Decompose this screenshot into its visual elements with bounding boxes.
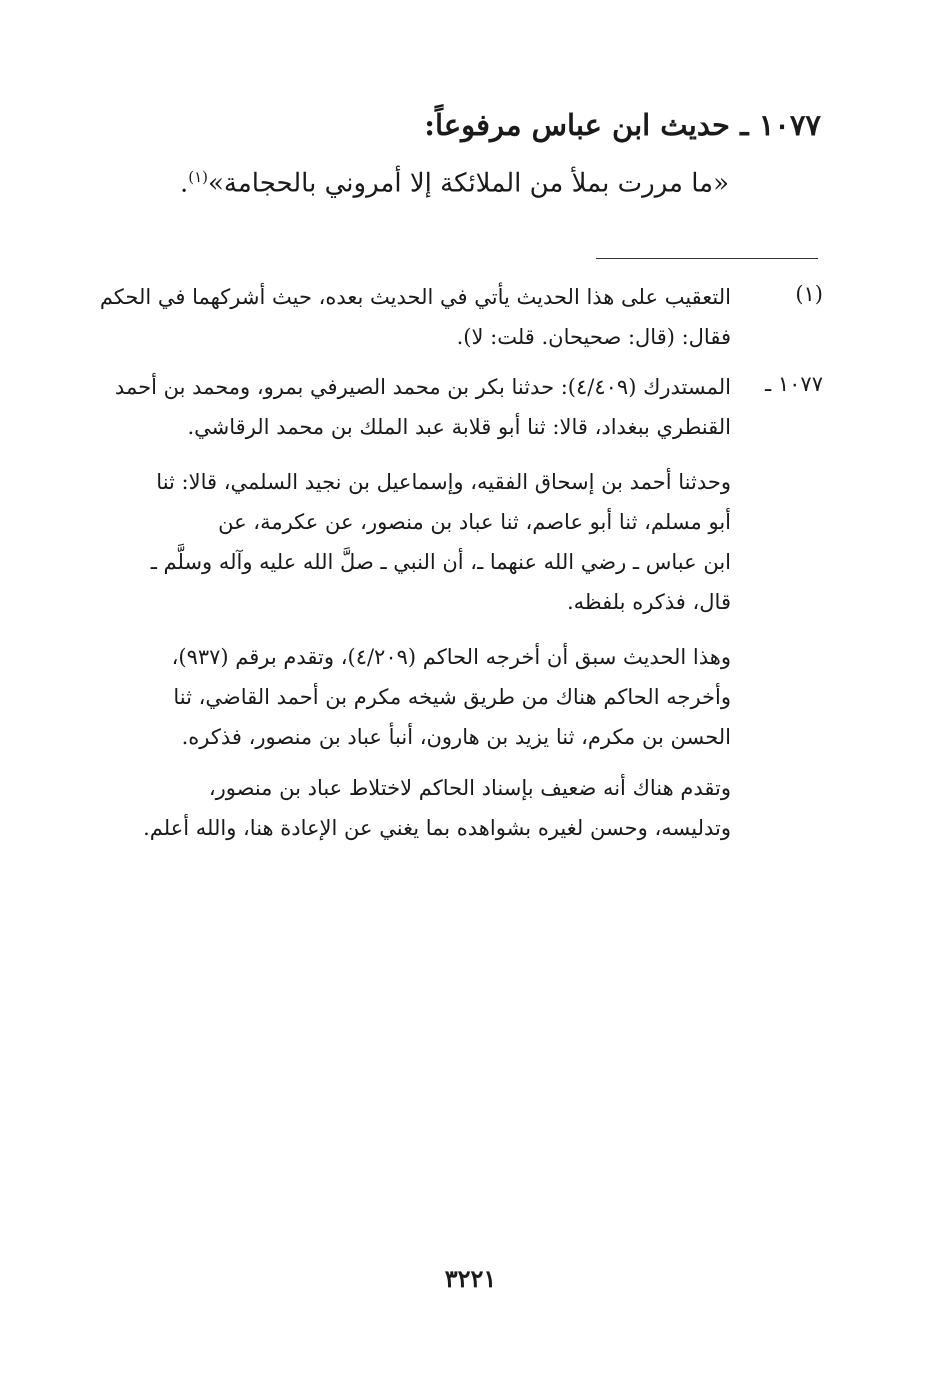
- commentary-line: وحدثنا أحمد بن إسحاق الفقيه، وإسماعيل بن نجيد السلمي، قالا: ثنا: [156, 470, 731, 494]
- commentary-line: قال، فذكره بلفظه.: [566, 590, 731, 614]
- commentary-line: وهذا الحديث سبق أن أخرجه الحاكم (٤/٢٠٩)، وتقدم برقم (٩٣٧)،: [171, 645, 731, 669]
- commentary-line: وأخرجه الحاكم هناك من طريق شيخه مكرم بن أحمد القاضي، ثنا: [173, 685, 731, 709]
- hadith-text: [180, 168, 729, 199]
- footnote-text: [99, 277, 731, 357]
- commentary-marker: ١٠٧٧ ـ: [765, 372, 823, 396]
- commentary-line: أبو مسلم، ثنا أبو عاصم، ثنا عباد بن منصور، عن عكرمة، عن: [218, 510, 731, 534]
- commentary-line: ابن عباس ـ رضي الله عنهما ـ، أن النبي ـ صلَّ الله عليه وآله وسلَّم ـ: [150, 550, 731, 574]
- footnote-separator: [596, 258, 818, 259]
- hadith-heading: ١٠٧٧ ـ حديث ابن عباس مرفوعاً:: [424, 108, 821, 142]
- footnote-line: فقال: (قال: صحيحان. قلت: لا).: [456, 325, 731, 349]
- commentary-paragraph-2: [124, 462, 731, 622]
- commentary-line: وتقدم هناك أنه ضعيف بإسناد الحاكم لاختلاط عباد بن منصور،: [208, 776, 731, 800]
- hadith-quote: «ما مررت بملأ من الملائكة إلا أمروني بالحجامة»: [208, 168, 729, 199]
- commentary-paragraph-3: [124, 637, 731, 757]
- commentary-line: المستدرك (٤/٤٠٩): حدثنا بكر بن محمد الصيرفي بمرو، ومحمد بن أحمد: [114, 375, 731, 399]
- commentary-paragraph-1: [114, 367, 731, 447]
- commentary-line: وتدليسه، وحسن لغيره بشواهده بما يغني عن الإعادة هنا، والله أعلم.: [143, 816, 731, 840]
- footnote-reference: (١): [188, 168, 208, 186]
- hadith-end-period: .: [179, 168, 189, 199]
- page-number: ٣٢٢١: [444, 1264, 497, 1293]
- footnote-line: التعقيب على هذا الحديث يأتي في الحديث بعده، حيث أشركهما في الحكم: [99, 285, 731, 309]
- footnote-marker: (١): [795, 282, 823, 306]
- commentary-paragraph-4: [124, 768, 731, 848]
- commentary-line: الحسن بن مكرم، ثنا يزيد بن هارون، أنبأ عباد بن منصور، فذكره.: [181, 725, 731, 749]
- commentary-line: القنطري ببغداد، قالا: ثنا أبو قلابة عبد الملك بن محمد الرقاشي.: [187, 415, 731, 439]
